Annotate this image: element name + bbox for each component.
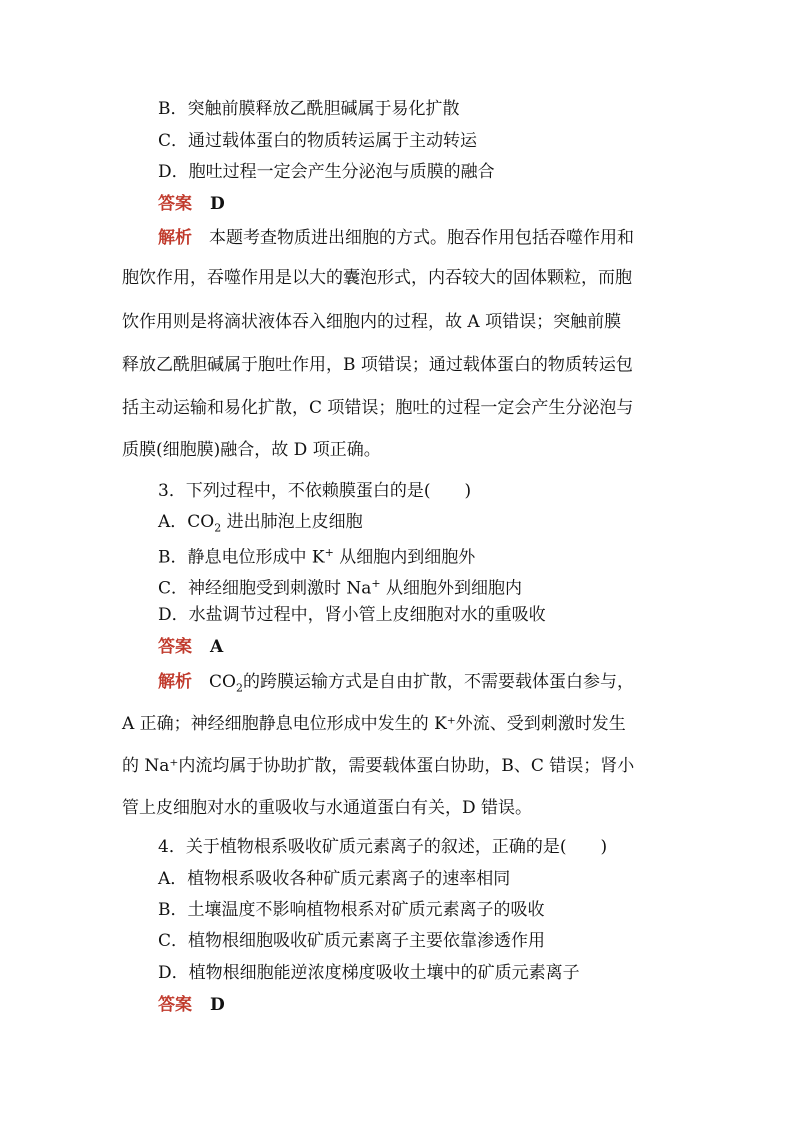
q2-answer <box>158 194 225 214</box>
q4-option-b: B．土壤温度不影响植物根系对矿质元素离子的吸收 <box>158 900 545 920</box>
q3-explanation-line-2: A 正确；神经细胞静息电位形成中发生的 K⁺外流、受到刺激时发生 <box>122 714 626 734</box>
q3-explanation-line-1: 解析 $CO_2$的跨膜运输方式是自由扩散，不需要载体蛋白参与， <box>158 672 634 695</box>
q2-option-d: D．胞吐过程一定会产生分泌泡与质膜的融合 <box>158 162 495 182</box>
q3-explanation-line-3: 的 Na⁺内流均属于协助扩散，需要载体蛋白协助，B、C 错误；肾小 <box>122 756 635 776</box>
q3-option-b: B．静息电位形成中 K+ 从细胞内到细胞外 <box>158 546 476 568</box>
q3-option-d: D．水盐调节过程中，肾小管上皮细胞对水的重吸收 <box>158 605 546 625</box>
q2-explanation-line-3: 饮作用则是将滴状液体吞入细胞内的过程，故 A 项错误；突触前膜 <box>122 312 622 332</box>
answer-value: D <box>210 995 225 1015</box>
answer-label: 答案 <box>158 194 192 214</box>
q2-option-c: C．通过载体蛋白的物质转运属于主动转运 <box>158 131 478 151</box>
q2-explanation-line-4: 释放乙酰胆碱属于胞吐作用，B 项错误；通过载体蛋白的物质转运包 <box>122 355 633 375</box>
answer-label: 答案 <box>158 995 192 1015</box>
q4-option-d: D．植物根细胞能逆浓度梯度吸收土壤中的矿质元素离子 <box>158 963 580 983</box>
q4-option-c: C．植物根细胞吸收矿质元素离子主要依靠渗透作用 <box>158 931 546 951</box>
q2-option-b: B．突触前膜释放乙酰胆碱属于易化扩散 <box>158 99 460 119</box>
q3-explanation-line-4: 管上皮细胞对水的重吸收与水通道蛋白有关，D 错误。 <box>122 798 533 818</box>
q2-explanation-line-5: 括主动运输和易化扩散，C 项错误；胞吐的过程一定会产生分泌泡与 <box>122 398 634 418</box>
q4-stem: 4．关于植物根系吸收矿质元素离子的叙述，正确的是( ) <box>158 837 608 857</box>
q3-option-a: A．$CO_2$ 进出肺泡上皮细胞 <box>158 512 363 535</box>
answer-value: A <box>210 637 224 657</box>
answer-value: D <box>210 194 225 214</box>
explanation-label: 解析 <box>158 672 192 692</box>
answer-label: 答案 <box>158 637 192 657</box>
q2-explanation-line-6: 质膜(细胞膜)融合，故 D 项正确。 <box>122 440 381 460</box>
q2-explanation-line-2: 胞饮作用，吞噬作用是以大的囊泡形式，内吞较大的固体颗粒，而胞 <box>122 268 632 288</box>
q2-explanation-line-1: 解析 本题考查物质进出细胞的方式。胞吞作用包括吞噬作用和 <box>158 228 634 248</box>
explanation-label: 解析 <box>158 228 192 248</box>
q4-answer <box>158 995 225 1015</box>
q4-option-a: A．植物根系吸收各种矿质元素离子的速率相同 <box>158 869 511 889</box>
q3-answer <box>158 637 223 657</box>
q3-stem: 3．下列过程中，不依赖膜蛋白的是( ) <box>158 481 472 501</box>
q3-option-c: C．神经细胞受到刺激时 Na+ 从细胞外到细胞内 <box>158 577 523 599</box>
